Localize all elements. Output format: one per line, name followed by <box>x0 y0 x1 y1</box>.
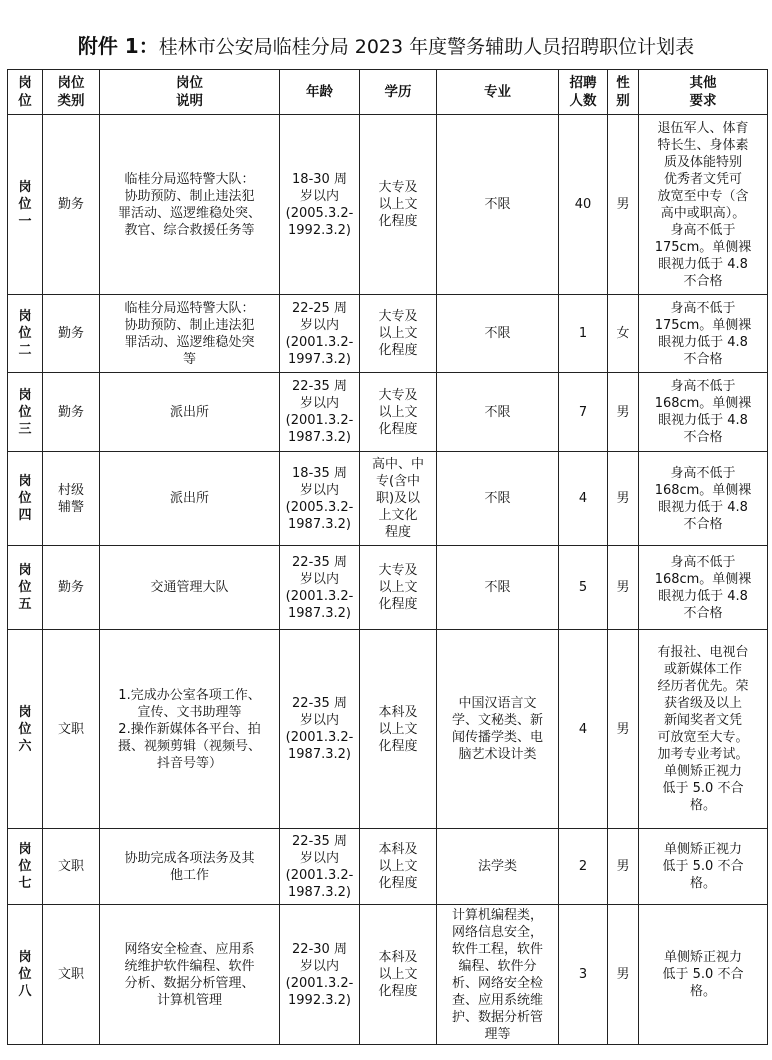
age-cell: 22-35 周 岁以内 (2001.3.2- 1987.3.2) <box>280 373 360 452</box>
post-cell: 岗 位 二 <box>8 295 43 373</box>
category-cell: 勤务 <box>43 295 100 373</box>
education-cell: 本科及 以上文 化程度 <box>360 905 437 1045</box>
category-cell: 文职 <box>43 905 100 1045</box>
description-cell: 网络安全检查、应用系 统维护软件编程、软件 分析、数据分析管理、 计算机管理 <box>100 905 280 1045</box>
description-cell: 交通管理大队 <box>100 546 280 630</box>
education-cell: 大专及 以上文 化程度 <box>360 373 437 452</box>
count-cell: 1 <box>559 295 608 373</box>
post-cell: 岗 位 一 <box>8 115 43 295</box>
major-cell: 不限 <box>437 546 559 630</box>
category-cell: 勤务 <box>43 373 100 452</box>
gender-cell: 男 <box>608 630 639 829</box>
table-row <box>8 373 768 452</box>
description-cell: 派出所 <box>100 373 280 452</box>
other-requirements-cell: 身高不低于 168cm。单侧裸 眼视力低于 4.8 不合格 <box>639 373 768 452</box>
post-cell: 岗 位 三 <box>8 373 43 452</box>
position-plan-table <box>7 69 768 1045</box>
table-row <box>8 905 768 1045</box>
gender-cell: 男 <box>608 115 639 295</box>
education-cell: 大专及 以上文 化程度 <box>360 115 437 295</box>
table-header-row <box>8 70 768 115</box>
education-cell: 本科及 以上文 化程度 <box>360 630 437 829</box>
header-post: 岗 位 <box>8 70 43 115</box>
post-cell: 岗 位 六 <box>8 630 43 829</box>
age-cell: 22-35 周 岁以内 (2001.3.2- 1987.3.2) <box>280 546 360 630</box>
gender-cell: 女 <box>608 295 639 373</box>
education-cell: 高中、中 专(含中 职)及以 上文化 程度 <box>360 452 437 546</box>
age-cell: 18-30 周 岁以内 (2005.3.2- 1992.3.2) <box>280 115 360 295</box>
header-description: 岗位 说明 <box>100 70 280 115</box>
count-cell: 5 <box>559 546 608 630</box>
post-cell: 岗 位 八 <box>8 905 43 1045</box>
post-cell: 岗 位 七 <box>8 829 43 905</box>
age-cell: 22-35 周 岁以内 (2001.3.2- 1987.3.2) <box>280 630 360 829</box>
other-requirements-cell: 单侧矫正视力 低于 5.0 不合 格。 <box>639 905 768 1045</box>
major-cell: 中国汉语言文 学、文秘类、新 闻传播学类、电 脑艺术设计类 <box>437 630 559 829</box>
description-cell: 临桂分局巡特警大队： 协助预防、制止违法犯 罪活动、巡逻维稳处突 等 <box>100 295 280 373</box>
header-count: 招聘 人数 <box>559 70 608 115</box>
header-education: 学历 <box>360 70 437 115</box>
description-cell: 1.完成办公室各项工作、 宣传、文书助理等 2.操作新媒体各平台、拍 摄、视频剪辑（视频号、 抖音号等） <box>100 630 280 829</box>
major-cell: 不限 <box>437 452 559 546</box>
major-cell: 不限 <box>437 295 559 373</box>
table-row <box>8 115 768 295</box>
post-cell: 岗 位 五 <box>8 546 43 630</box>
table-row <box>8 630 768 829</box>
title-prefix: 附件 1： <box>77 34 159 58</box>
count-cell: 4 <box>559 630 608 829</box>
post-cell: 岗 位 四 <box>8 452 43 546</box>
other-requirements-cell: 单侧矫正视力 低于 5.0 不合 格。 <box>639 829 768 905</box>
major-cell: 法学类 <box>437 829 559 905</box>
major-cell: 不限 <box>437 373 559 452</box>
age-cell: 22-30 周 岁以内 (2001.3.2- 1992.3.2) <box>280 905 360 1045</box>
age-cell: 18-35 周 岁以内 (2005.3.2- 1987.3.2) <box>280 452 360 546</box>
description-cell: 临桂分局巡特警大队： 协助预防、制止违法犯 罪活动、巡逻维稳处突、 教官、综合救援任务等 <box>100 115 280 295</box>
count-cell: 7 <box>559 373 608 452</box>
other-requirements-cell: 身高不低于 175cm。单侧裸 眼视力低于 4.8 不合格 <box>639 295 768 373</box>
count-cell: 2 <box>559 829 608 905</box>
other-requirements-cell: 身高不低于 168cm。单侧裸 眼视力低于 4.8 不合格 <box>639 546 768 630</box>
header-other: 其他 要求 <box>639 70 768 115</box>
document-title <box>0 30 772 59</box>
description-cell: 派出所 <box>100 452 280 546</box>
education-cell: 大专及 以上文 化程度 <box>360 546 437 630</box>
major-cell: 不限 <box>437 115 559 295</box>
other-requirements-cell: 退伍军人、体育 特长生、身体素 质及体能特别 优秀者文凭可 放宽至中专（含 高中或职高）。 身高不低于 175cm。单侧裸 眼视力低于 4.8 不合格 <box>639 115 768 295</box>
category-cell: 勤务 <box>43 115 100 295</box>
age-cell: 22-35 周 岁以内 (2001.3.2- 1987.3.2) <box>280 829 360 905</box>
table-row <box>8 295 768 373</box>
table-row <box>8 546 768 630</box>
description-cell: 协助完成各项法务及其 他工作 <box>100 829 280 905</box>
gender-cell: 男 <box>608 373 639 452</box>
table-row <box>8 452 768 546</box>
table-row <box>8 829 768 905</box>
header-major: 专业 <box>437 70 559 115</box>
header-gender: 性 别 <box>608 70 639 115</box>
gender-cell: 男 <box>608 829 639 905</box>
header-category: 岗位 类别 <box>43 70 100 115</box>
category-cell: 文职 <box>43 630 100 829</box>
category-cell: 文职 <box>43 829 100 905</box>
major-cell: 计算机编程类， 网络信息安全， 软件工程，软件 编程、软件分 析、网络安全检 查、应用系统维 护、数据分析管 理等 <box>437 905 559 1045</box>
education-cell: 大专及 以上文 化程度 <box>360 295 437 373</box>
category-cell: 村级 辅警 <box>43 452 100 546</box>
title-main: 桂林市公安局临桂分局 2023 年度警务辅助人员招聘职位计划表 <box>158 36 695 58</box>
other-requirements-cell: 有报社、电视台 或新媒体工作 经历者优先。荣 获省级及以上 新闻奖者文凭 可放宽至大专。 加考专业考试。 单侧矫正视力 低于 5.0 不合 格。 <box>639 630 768 829</box>
category-cell: 勤务 <box>43 546 100 630</box>
gender-cell: 男 <box>608 546 639 630</box>
count-cell: 4 <box>559 452 608 546</box>
count-cell: 3 <box>559 905 608 1045</box>
gender-cell: 男 <box>608 452 639 546</box>
education-cell: 本科及 以上文 化程度 <box>360 829 437 905</box>
age-cell: 22-25 周 岁以内 (2001.3.2- 1997.3.2) <box>280 295 360 373</box>
gender-cell: 男 <box>608 905 639 1045</box>
other-requirements-cell: 身高不低于 168cm。单侧裸 眼视力低于 4.8 不合格 <box>639 452 768 546</box>
count-cell: 40 <box>559 115 608 295</box>
header-age: 年龄 <box>280 70 360 115</box>
